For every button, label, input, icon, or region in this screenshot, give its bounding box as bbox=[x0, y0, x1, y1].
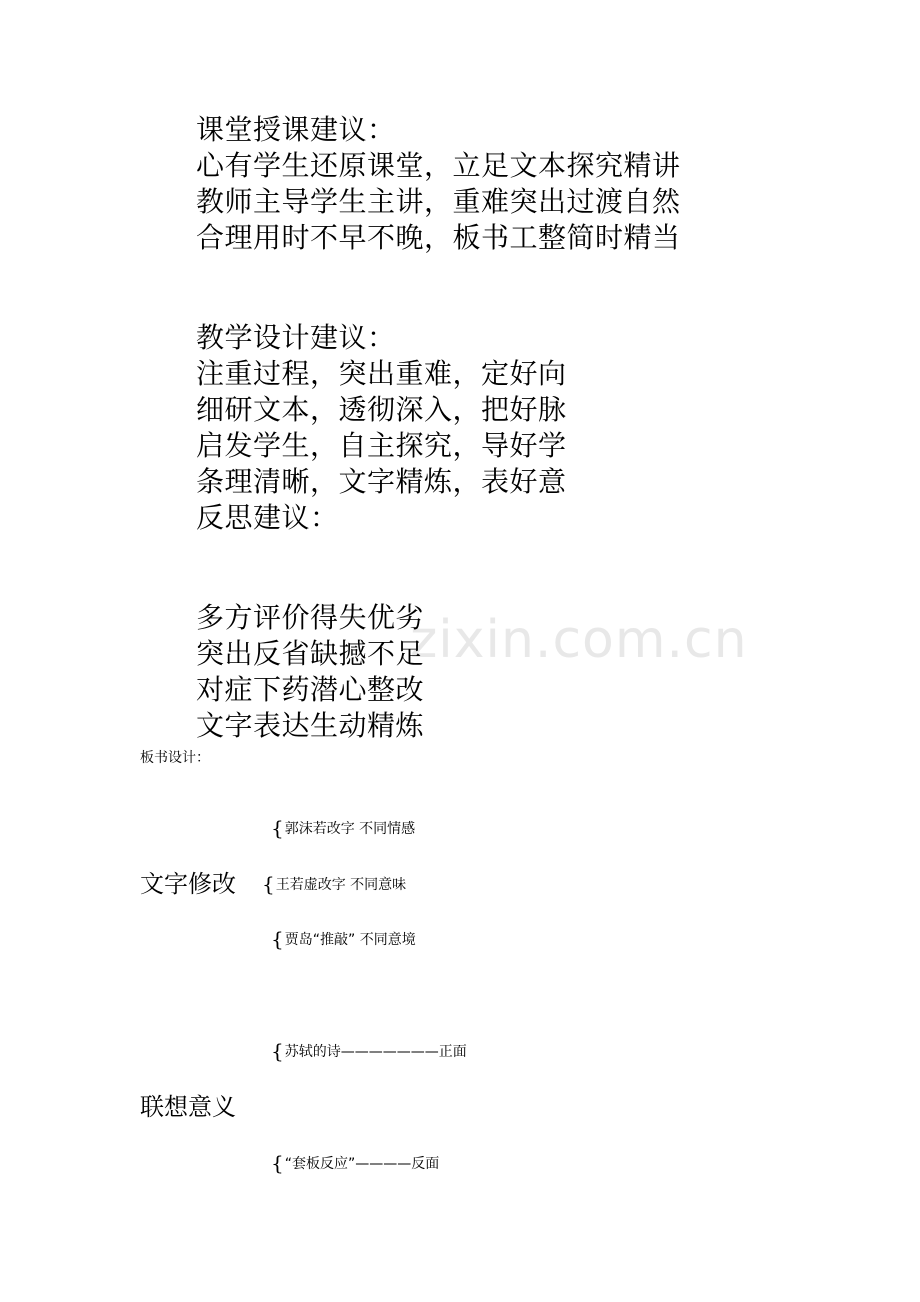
reflection-line-3: 对症下药潜心整改 bbox=[196, 673, 425, 706]
brace-icon: { bbox=[271, 816, 284, 840]
teaching-line-3: 合理用时不早不晚，板书工整简时精当 bbox=[196, 221, 681, 254]
teaching-line-2: 教师主导学生主讲，重难突出过渡自然 bbox=[196, 185, 681, 218]
board-item-4: {苏轼的诗———————正面 bbox=[271, 1039, 467, 1063]
reflection-line-1: 多方评价得失优劣 bbox=[196, 601, 425, 634]
reflection-line-4: 文字表达生动精炼 bbox=[196, 709, 425, 742]
board-item-3: {贾岛“推敲” 不同意境 bbox=[271, 927, 416, 951]
design-title: 教学设计建议： bbox=[196, 321, 396, 354]
brace-icon: { bbox=[271, 1039, 284, 1063]
board-heading-2: 联想意义 bbox=[140, 1093, 236, 1121]
design-line-1: 注重过程，突出重难，定好向 bbox=[196, 357, 567, 390]
teaching-title: 课堂授课建议： bbox=[196, 113, 396, 146]
reflection-line-2: 突出反省缺撼不足 bbox=[196, 637, 425, 670]
watermark: zixin.com.cn bbox=[410, 610, 748, 670]
board-heading-1: 文字修改 bbox=[140, 870, 236, 898]
brace-icon: { bbox=[262, 872, 275, 896]
board-item-5: {“套板反应”————反面 bbox=[271, 1151, 440, 1175]
board-item-1: {郭沫若改字 不同情感 bbox=[271, 816, 416, 840]
teaching-line-1: 心有学生还原课堂，立足文本探究精讲 bbox=[196, 149, 681, 182]
design-line-2: 细研文本，透彻深入，把好脉 bbox=[196, 393, 567, 426]
brace-icon: { bbox=[271, 1151, 284, 1175]
board-item-2: {王若虚改字 不同意味 bbox=[262, 872, 407, 896]
board-label: 板书设计： bbox=[140, 750, 210, 766]
design-line-4: 条理清晰，文字精炼，表好意 bbox=[196, 465, 567, 498]
brace-icon: { bbox=[271, 927, 284, 951]
reflection-title: 反思建议： bbox=[196, 501, 339, 534]
design-line-3: 启发学生，自主探究，导好学 bbox=[196, 429, 567, 462]
